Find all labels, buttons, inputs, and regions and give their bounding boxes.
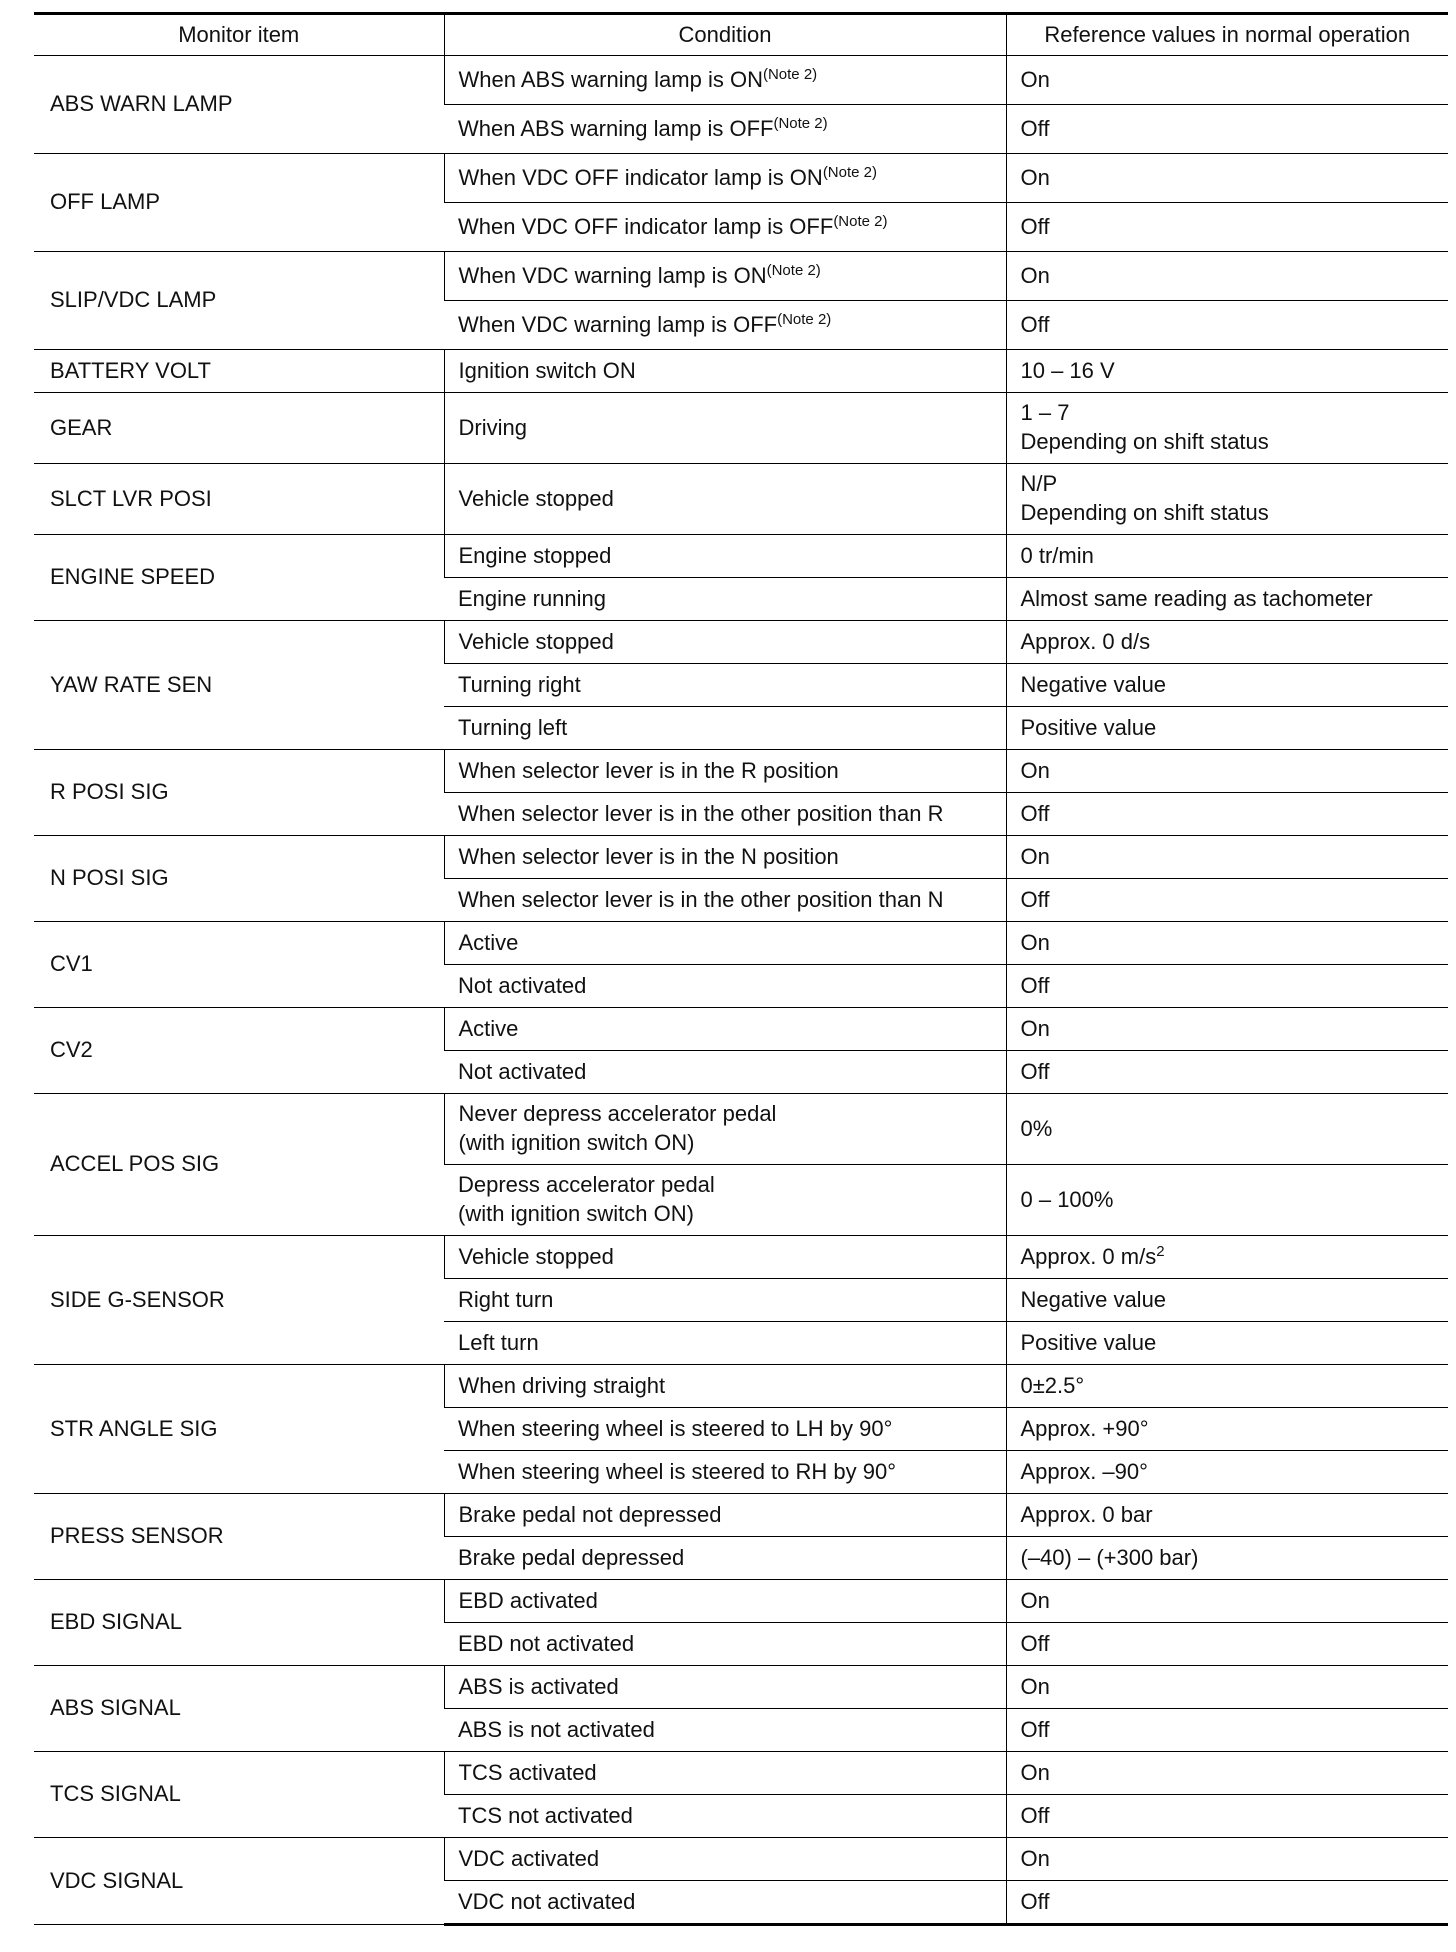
reference-value-cell <box>1006 1408 1448 1451</box>
condition-cell <box>444 252 1006 301</box>
condition-text: Never depress accelerator pedal (with ignition switch ON) <box>458 1101 777 1155</box>
reference-value-cell <box>1006 1165 1448 1236</box>
table-row <box>34 750 1448 793</box>
unit-exponent: 2 <box>1156 1242 1165 1260</box>
condition-cell <box>444 879 1006 922</box>
reference-value-cell <box>1006 1494 1448 1537</box>
reference-value-cell <box>1006 203 1448 252</box>
reference-value-cell <box>1006 793 1448 836</box>
reference-value-text: 0±2.5° <box>1020 1372 1085 1398</box>
table-row <box>34 350 1448 393</box>
condition-text: Brake pedal not depressed <box>458 1501 722 1527</box>
note-reference: (Note 2) <box>773 114 828 132</box>
reference-value-cell <box>1006 350 1448 393</box>
reference-value-cell <box>1006 879 1448 922</box>
table-row <box>34 1752 1448 1795</box>
condition-cell <box>444 965 1006 1008</box>
reference-value-text: On <box>1020 262 1050 288</box>
monitor-reference-table <box>34 12 1448 1926</box>
condition-cell <box>444 301 1006 350</box>
condition-cell <box>444 1795 1006 1838</box>
monitor-item-cell: SLIP/VDC LAMP <box>34 252 444 350</box>
condition-text: ABS is not activated <box>458 1716 655 1742</box>
condition-text: TCS not activated <box>458 1802 633 1828</box>
condition-text: Driving <box>458 414 527 440</box>
reference-value-text: Off <box>1020 1630 1050 1656</box>
reference-value-text: (–40) – (+300 bar) <box>1020 1544 1199 1570</box>
condition-text: Engine running <box>458 585 607 611</box>
note-reference: (Note 2) <box>822 163 877 181</box>
table-row <box>34 393 1448 464</box>
reference-value-text: Positive value <box>1020 714 1157 740</box>
condition-text: Not activated <box>458 972 587 998</box>
table-row <box>34 621 1448 664</box>
condition-cell <box>444 1236 1006 1279</box>
reference-value-text: 0% <box>1020 1115 1053 1141</box>
monitor-item-cell: GEAR <box>34 393 444 464</box>
condition-text: Brake pedal depressed <box>458 1544 685 1570</box>
condition-text: ABS is activated <box>458 1673 619 1699</box>
reference-value-cell <box>1006 1580 1448 1623</box>
reference-value-cell <box>1006 1752 1448 1795</box>
condition-cell <box>444 578 1006 621</box>
table-row <box>34 922 1448 965</box>
condition-cell <box>444 154 1006 203</box>
monitor-item-cell: ENGINE SPEED <box>34 535 444 621</box>
reference-value-text: Off <box>1020 311 1050 337</box>
reference-value-cell <box>1006 1236 1448 1279</box>
condition-cell <box>444 1051 1006 1094</box>
condition-cell <box>444 664 1006 707</box>
reference-value-text: Off <box>1020 1058 1050 1084</box>
condition-text: When ABS warning lamp is OFF <box>458 115 774 141</box>
reference-value-cell <box>1006 154 1448 203</box>
condition-cell <box>444 535 1006 578</box>
header-reference-values: Reference values in normal operation <box>1006 14 1448 56</box>
condition-cell <box>444 621 1006 664</box>
condition-text: When driving straight <box>458 1372 666 1398</box>
monitor-item-cell: ABS SIGNAL <box>34 1666 444 1752</box>
condition-cell <box>444 1838 1006 1881</box>
reference-value-cell <box>1006 621 1448 664</box>
reference-value-text: On <box>1020 929 1050 955</box>
condition-cell <box>444 1709 1006 1752</box>
reference-value-cell <box>1006 965 1448 1008</box>
reference-value-text: On <box>1020 757 1050 783</box>
reference-value-text: Negative value <box>1020 671 1167 697</box>
reference-value-cell <box>1006 836 1448 879</box>
reference-value-cell <box>1006 301 1448 350</box>
condition-text: When VDC OFF indicator lamp is ON <box>458 164 823 190</box>
reference-value-text: Approx. –90° <box>1020 1458 1148 1484</box>
reference-value-text: Approx. 0 d/s <box>1020 628 1151 654</box>
reference-value-text: Negative value <box>1020 1286 1167 1312</box>
note-reference: (Note 2) <box>766 261 821 279</box>
condition-cell <box>444 1408 1006 1451</box>
reference-value-cell <box>1006 922 1448 965</box>
reference-value-cell <box>1006 1623 1448 1666</box>
condition-cell <box>444 1752 1006 1795</box>
condition-cell <box>444 105 1006 154</box>
reference-value-cell <box>1006 393 1448 464</box>
table-row <box>34 56 1448 105</box>
table-row <box>34 836 1448 879</box>
reference-value-cell <box>1006 1838 1448 1881</box>
condition-text: Vehicle stopped <box>458 628 614 654</box>
reference-value-cell <box>1006 1008 1448 1051</box>
condition-cell <box>444 393 1006 464</box>
reference-value-cell <box>1006 56 1448 105</box>
condition-text: When selector lever is in the R position <box>458 757 839 783</box>
condition-text: When selector lever is in the N position <box>458 843 839 869</box>
condition-text: When ABS warning lamp is ON <box>458 66 763 92</box>
table-row <box>34 1094 1448 1165</box>
reference-value-cell <box>1006 105 1448 154</box>
monitor-item-cell: BATTERY VOLT <box>34 350 444 393</box>
condition-cell <box>444 1165 1006 1236</box>
reference-value-cell <box>1006 707 1448 750</box>
reference-value-text: Off <box>1020 972 1050 998</box>
table-row <box>34 535 1448 578</box>
reference-value-cell <box>1006 1795 1448 1838</box>
condition-cell <box>444 1881 1006 1925</box>
table-row <box>34 1494 1448 1537</box>
reference-value-cell <box>1006 1051 1448 1094</box>
monitor-item-cell: YAW RATE SEN <box>34 621 444 750</box>
reference-value-cell <box>1006 664 1448 707</box>
monitor-item-cell: OFF LAMP <box>34 154 444 252</box>
condition-text: Active <box>458 929 519 955</box>
condition-cell <box>444 1008 1006 1051</box>
condition-text: Turning right <box>458 671 581 697</box>
condition-text: Depress accelerator pedal (with ignition switch ON) <box>458 1172 715 1226</box>
table-row <box>34 1236 1448 1279</box>
condition-text: EBD not activated <box>458 1630 635 1656</box>
monitor-item-cell: PRESS SENSOR <box>34 1494 444 1580</box>
table-row <box>34 464 1448 535</box>
table-row <box>34 1008 1448 1051</box>
reference-value-text: 0 tr/min <box>1020 542 1094 568</box>
condition-cell <box>444 203 1006 252</box>
reference-value-text: Almost same reading as tachometer <box>1020 585 1373 611</box>
reference-value-text: On <box>1020 1759 1050 1785</box>
table-body <box>34 56 1448 1925</box>
condition-text: TCS activated <box>458 1759 597 1785</box>
condition-cell <box>444 1666 1006 1709</box>
monitor-item-cell: CV1 <box>34 922 444 1008</box>
condition-cell <box>444 1537 1006 1580</box>
condition-text: When VDC warning lamp is OFF <box>458 311 778 337</box>
condition-cell <box>444 750 1006 793</box>
condition-cell <box>444 56 1006 105</box>
reference-value-cell <box>1006 1279 1448 1322</box>
condition-cell <box>444 922 1006 965</box>
condition-cell <box>444 1580 1006 1623</box>
condition-text: Engine stopped <box>458 542 612 568</box>
reference-value-cell <box>1006 1365 1448 1408</box>
reference-value-cell <box>1006 535 1448 578</box>
reference-value-text: Off <box>1020 800 1050 826</box>
table-row <box>34 154 1448 203</box>
reference-value-text: On <box>1020 1587 1050 1613</box>
condition-cell <box>444 1451 1006 1494</box>
monitor-item-cell: ACCEL POS SIG <box>34 1094 444 1236</box>
condition-text: Not activated <box>458 1058 587 1084</box>
reference-value-cell <box>1006 750 1448 793</box>
condition-cell <box>444 1279 1006 1322</box>
monitor-item-cell: CV2 <box>34 1008 444 1094</box>
reference-value-cell <box>1006 252 1448 301</box>
reference-value-text: Off <box>1020 1802 1050 1828</box>
condition-cell <box>444 1365 1006 1408</box>
table-row <box>34 1365 1448 1408</box>
condition-text: When VDC OFF indicator lamp is OFF <box>458 213 834 239</box>
reference-value-text: Approx. 0 bar <box>1020 1501 1153 1527</box>
condition-text: Left turn <box>458 1329 539 1355</box>
condition-text: When steering wheel is steered to RH by 90° <box>458 1458 897 1484</box>
condition-cell <box>444 1322 1006 1365</box>
header-condition: Condition <box>444 14 1006 56</box>
table-row <box>34 1666 1448 1709</box>
monitor-item-cell: ABS WARN LAMP <box>34 56 444 154</box>
monitor-item-cell: VDC SIGNAL <box>34 1838 444 1925</box>
note-reference: (Note 2) <box>777 310 832 328</box>
note-reference: (Note 2) <box>762 65 818 83</box>
reference-value-text: Off <box>1020 115 1050 141</box>
table-row <box>34 1838 1448 1881</box>
reference-value-cell <box>1006 1666 1448 1709</box>
monitor-table-sheet <box>34 12 1448 1926</box>
reference-value-cell <box>1006 578 1448 621</box>
reference-value-text: 10 – 16 V <box>1020 357 1115 383</box>
monitor-item-cell: TCS SIGNAL <box>34 1752 444 1838</box>
monitor-item-cell: EBD SIGNAL <box>34 1580 444 1666</box>
condition-text: When steering wheel is steered to LH by 90° <box>458 1415 893 1441</box>
condition-cell <box>444 836 1006 879</box>
monitor-item-cell: SLCT LVR POSI <box>34 464 444 535</box>
reference-value-text: On <box>1020 164 1050 190</box>
table-row <box>34 252 1448 301</box>
reference-value-text: N/P Depending on shift status <box>1020 471 1269 525</box>
reference-value-cell <box>1006 1322 1448 1365</box>
condition-text: Vehicle stopped <box>458 1243 614 1269</box>
monitor-item-cell: R POSI SIG <box>34 750 444 836</box>
table-row <box>34 1580 1448 1623</box>
note-reference: (Note 2) <box>833 212 888 230</box>
reference-value-cell <box>1006 1881 1448 1925</box>
reference-value-text: On <box>1020 66 1050 92</box>
condition-cell <box>444 1623 1006 1666</box>
reference-value-text: Off <box>1020 886 1050 912</box>
reference-value-text: On <box>1020 843 1050 869</box>
condition-text: Turning left <box>458 714 568 740</box>
reference-value-cell <box>1006 1709 1448 1752</box>
reference-value-cell <box>1006 1094 1448 1165</box>
condition-text: When VDC warning lamp is ON <box>458 262 767 288</box>
reference-value-text: On <box>1020 1673 1050 1699</box>
condition-text: Vehicle stopped <box>458 485 614 511</box>
condition-text: When selector lever is in the other position than N <box>458 886 944 912</box>
condition-cell <box>444 350 1006 393</box>
condition-text: When selector lever is in the other position than R <box>458 800 944 826</box>
reference-value-text: On <box>1020 1845 1050 1871</box>
reference-value-text: 0 – 100% <box>1020 1186 1114 1212</box>
reference-value-text: Approx. 0 m/s <box>1020 1243 1157 1269</box>
monitor-item-cell: N POSI SIG <box>34 836 444 922</box>
condition-cell <box>444 1494 1006 1537</box>
condition-cell <box>444 464 1006 535</box>
reference-value-cell <box>1006 1537 1448 1580</box>
reference-value-text: Approx. +90° <box>1020 1415 1149 1441</box>
condition-text: VDC not activated <box>458 1888 636 1914</box>
reference-value-text: Off <box>1020 213 1050 239</box>
table-header-row <box>34 14 1448 56</box>
condition-text: Active <box>458 1015 519 1041</box>
condition-text: VDC activated <box>458 1845 600 1871</box>
reference-value-cell <box>1006 464 1448 535</box>
reference-value-text: 1 – 7 Depending on shift status <box>1020 400 1269 454</box>
reference-value-text: Positive value <box>1020 1329 1157 1355</box>
monitor-item-cell: SIDE G-SENSOR <box>34 1236 444 1365</box>
condition-text: Right turn <box>458 1286 554 1312</box>
reference-value-text: Off <box>1020 1888 1050 1914</box>
reference-value-cell <box>1006 1451 1448 1494</box>
condition-cell <box>444 793 1006 836</box>
condition-cell <box>444 1094 1006 1165</box>
condition-text: EBD activated <box>458 1587 598 1613</box>
monitor-item-cell: STR ANGLE SIG <box>34 1365 444 1494</box>
condition-cell <box>444 707 1006 750</box>
condition-text: Ignition switch ON <box>458 357 636 383</box>
reference-value-text: On <box>1020 1015 1050 1041</box>
reference-value-text: Off <box>1020 1716 1050 1742</box>
header-monitor-item: Monitor item <box>34 14 444 56</box>
